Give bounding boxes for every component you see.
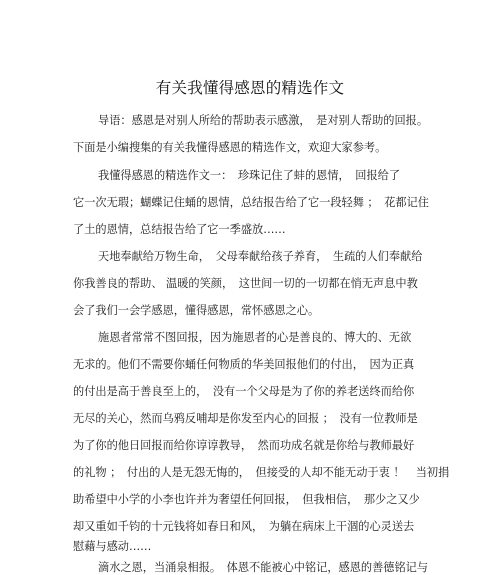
paragraph-line: 导语：感恩是对别人所给的帮助表示感激， 是对别人帮助的回报。 (98, 114, 429, 127)
paragraph-line: 却又重如千钧的十元钱将如春日和风， 为躺在病床上干涸的心灵送去 (73, 520, 415, 533)
paragraph-line: 滴水之恩，当涌泉相报。 体恩不能被心中铭记，感恩的善德铭记与 (98, 561, 429, 574)
paragraph-line: 无尽的关心，然而乌鸦反哺却是你发至内心的回报 ； 没有一位教师是 (73, 412, 418, 425)
paragraph-line: 施恩者常常不图回报，因为施恩者的心是善良的、博大的、无欲 (98, 331, 412, 344)
paragraph-line: 你我善良的帮助、 温暖的笑颜， 这世间一切的一切都在悄无声息中教 (73, 277, 418, 290)
paragraph-line: 为了你的他日回报而给你谆谆教导， 然而功成名就是你给与教师最好 (73, 439, 415, 452)
paragraph-line: 我懂得感恩的精选作文一： 珍珠记住了蚌的恩情， 回报给了 (98, 169, 401, 182)
paragraph-line: 下面是小编搜集的有关我懂得感恩的精选作文，欢迎大家参考。 (73, 141, 387, 154)
paragraph-line: 它一次无瑕；蝴蝶记住蛹的恩情，总结报告给了它一段轻舞 ； 花都记住 (73, 196, 429, 209)
document-title: 有关我懂得感恩的精选作文 (155, 79, 345, 97)
paragraph-line: 慰藉与感动…… (73, 540, 152, 553)
paragraph-line: 的付出是高于善良至上的， 没有一个父母是为了你的养老送终而给你 (73, 385, 415, 398)
paragraph-line: 了土的恩情，总结报告给了它一季盛放…… (73, 223, 286, 236)
paragraph-line: 的礼物 ； 付出的人是无怨无悔的， 但接受的人却不能无动于衷 ！ 当初捐 (73, 466, 450, 479)
paragraph-line: 无求的。他们不需要你蛹任何物质的华美回报他们的付出， 因为正真 (73, 358, 415, 371)
paragraph-line: 天地奉献给万物生命， 父母奉献给孩子养育， 生疏的人们奉献给 (98, 250, 423, 263)
paragraph-line: 助希望中小学的小李也许并为奢望任何回报， 但我相信， 那少之又少 (73, 493, 420, 506)
paragraph-line: 会了我们一会学感恩，懂得感恩，常怀感恩之心。 (73, 304, 320, 317)
